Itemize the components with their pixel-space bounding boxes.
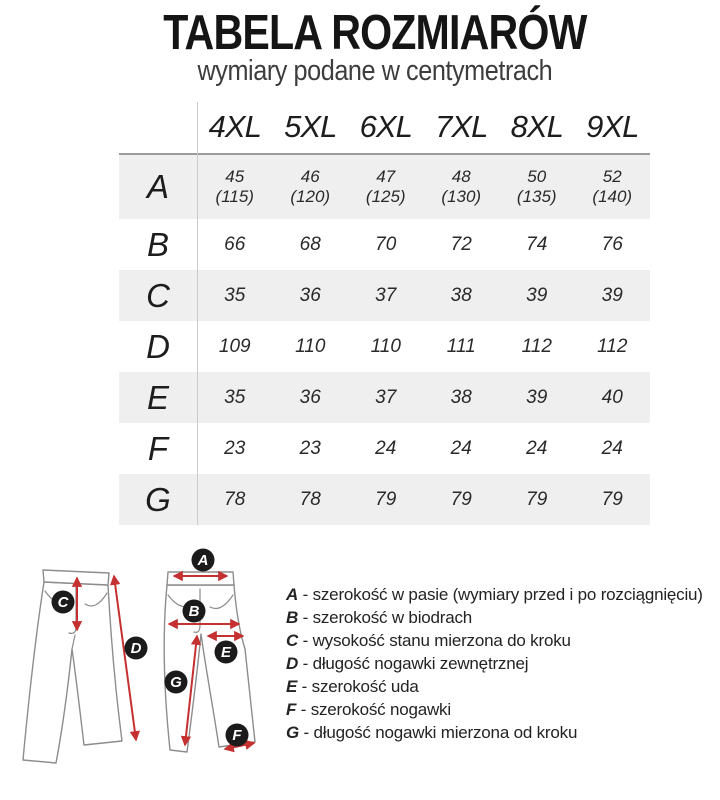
column-header: 9XL	[586, 108, 639, 144]
table-cell: 36	[299, 386, 321, 408]
legend-letter: F	[286, 700, 297, 719]
table-cell: 40	[601, 386, 623, 408]
table-cell: 110	[370, 335, 401, 357]
row-label: E	[146, 378, 169, 416]
table-cell: 79	[526, 488, 548, 510]
legend-text: - wysokość stanu mierzona do kroku	[298, 631, 571, 650]
table-cell: 23	[224, 437, 246, 459]
page-title: TABELA ROZMIARÓW	[163, 6, 587, 60]
table-cell: 35	[224, 386, 246, 408]
cell-value: 46	[300, 167, 320, 186]
marker-letter-c: C	[57, 594, 69, 611]
page-subtitle	[30, 55, 720, 87]
table-row	[119, 270, 650, 321]
legend-text: - długość nogawki mierzona od kroku	[299, 723, 578, 742]
legend-item	[286, 698, 716, 721]
table-cell	[424, 167, 500, 207]
table-cell: 37	[375, 284, 397, 306]
table-cell: 76	[601, 233, 623, 255]
legend-text: - szerokość nogawki	[296, 700, 451, 719]
table-cell: 79	[601, 488, 623, 510]
table-cell: 78	[299, 488, 321, 510]
table-cell: 79	[375, 488, 397, 510]
row-label: D	[146, 327, 170, 365]
table-cell: 78	[224, 488, 246, 510]
pants-measurement-diagram	[5, 545, 290, 800]
table-cell: 110	[295, 335, 326, 357]
row-label: A	[146, 168, 169, 205]
table-cell	[575, 167, 651, 207]
cell-value: 52	[602, 167, 622, 186]
table-cell: 24	[526, 437, 548, 459]
table-cell: 109	[218, 335, 251, 357]
legend-letter: E	[286, 677, 298, 696]
cell-subvalue: (135)	[516, 187, 557, 206]
table-cell	[348, 167, 424, 207]
table-cell: 24	[450, 437, 472, 459]
pants-figure-left	[23, 570, 148, 763]
cell-subvalue: (130)	[441, 187, 482, 206]
column-header: 5XL	[284, 108, 337, 144]
legend-letter: A	[286, 585, 299, 604]
table-row	[119, 423, 650, 474]
page-subtitle-text: wymiary podane w centymetrach	[197, 55, 553, 87]
table-row	[119, 474, 650, 525]
legend-item	[286, 652, 716, 675]
cell-subvalue: (115)	[215, 187, 254, 206]
table-cell: 79	[450, 488, 472, 510]
table-cell: 68	[299, 233, 321, 255]
table-cell: 39	[601, 284, 623, 306]
cell-subvalue: (125)	[365, 187, 406, 206]
cell-subvalue: (140)	[592, 187, 633, 206]
legend-letter: B	[286, 608, 299, 627]
size-table	[119, 100, 650, 525]
table-row	[119, 372, 650, 423]
row-label: C	[146, 276, 170, 314]
table-cell: 24	[601, 437, 623, 459]
cell-subvalue: (120)	[290, 187, 331, 206]
legend-text: - długość nogawki zewnętrznej	[298, 654, 529, 673]
marker-letter-d: D	[130, 640, 142, 657]
cell-value: 45	[225, 167, 245, 186]
table-cell: 112	[597, 335, 628, 357]
table-cell: 24	[375, 437, 397, 459]
table-cell: 38	[450, 284, 472, 306]
column-header: 7XL	[435, 108, 488, 144]
pants-right-waistband	[167, 572, 234, 585]
table-cell: 112	[521, 335, 552, 357]
legend-item	[286, 675, 716, 698]
marker-letter-f: F	[232, 727, 242, 744]
marker-letter-b: B	[188, 603, 200, 620]
column-divider-line	[197, 102, 198, 525]
legend	[286, 583, 716, 744]
table-cell: 39	[526, 284, 548, 306]
pants-figure-right	[164, 549, 255, 753]
row-label: G	[145, 480, 171, 518]
cell-value: 50	[527, 167, 547, 186]
table-row	[119, 321, 650, 372]
table-cell: 70	[375, 233, 397, 255]
legend-text: - szerokość uda	[297, 677, 419, 696]
row-label: F	[147, 429, 169, 467]
table-header-row	[119, 100, 650, 155]
table-body	[119, 155, 650, 525]
column-header: 8XL	[510, 108, 563, 144]
legend-letter: D	[286, 654, 299, 673]
table-cell	[197, 167, 273, 207]
legend-letter: G	[286, 723, 300, 742]
table-cell: 38	[450, 386, 472, 408]
legend-text: - szerokość w biodrach	[298, 608, 473, 627]
table-cell: 23	[299, 437, 321, 459]
table-cell: 74	[526, 233, 548, 255]
legend-item	[286, 583, 716, 606]
heading-block	[30, 8, 720, 86]
table-cell	[499, 167, 575, 207]
row-label: B	[146, 225, 169, 263]
marker-letter-e: E	[220, 644, 232, 661]
legend-item	[286, 721, 716, 744]
table-cell	[273, 167, 349, 207]
table-cell: 72	[450, 233, 472, 255]
table-row	[119, 219, 650, 270]
table-cell: 111	[446, 335, 476, 357]
legend-item	[286, 606, 716, 629]
column-header: 4XL	[208, 108, 261, 144]
table-row	[119, 155, 650, 219]
table-cell: 39	[526, 386, 548, 408]
marker-letter-a: A	[197, 552, 209, 569]
pants-left-body	[23, 582, 122, 763]
table-cell: 35	[224, 284, 246, 306]
cell-value: 47	[376, 167, 396, 186]
table-cell: 36	[299, 284, 321, 306]
legend-text: - szerokość w pasie (wymiary przed i po rozciągnięciu)	[298, 585, 703, 604]
table-cell: 37	[375, 386, 397, 408]
marker-letter-g: G	[170, 674, 182, 691]
legend-letter: C	[286, 631, 299, 650]
column-header: 6XL	[359, 108, 412, 144]
table-cell: 66	[224, 233, 246, 255]
legend-item	[286, 629, 716, 652]
cell-value: 48	[451, 167, 471, 186]
